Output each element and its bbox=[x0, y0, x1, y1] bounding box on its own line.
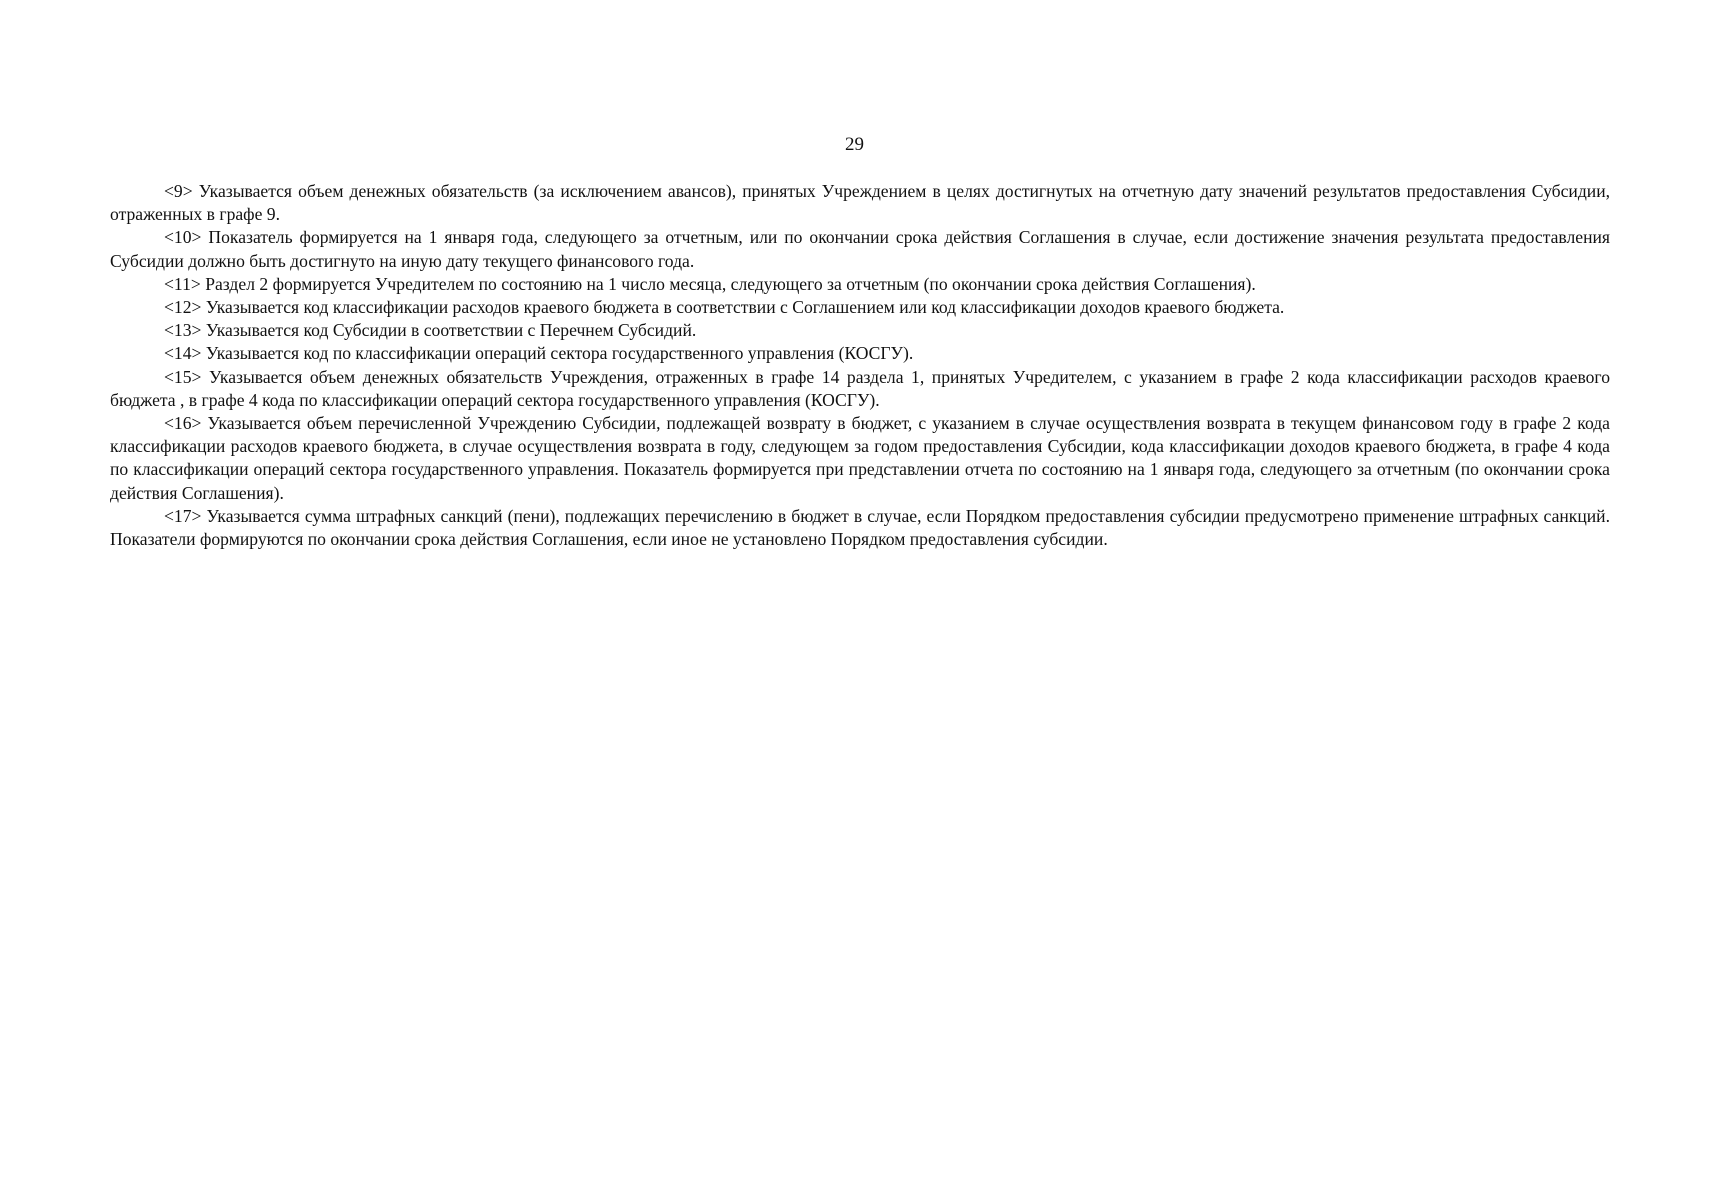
footnote-9 bbox=[110, 180, 1610, 226]
footnote-marker: <17> bbox=[164, 505, 202, 526]
footnote-marker: <10> bbox=[164, 227, 202, 248]
footnote-15 bbox=[110, 366, 1610, 412]
footnote-12 bbox=[110, 296, 1610, 319]
footnote-16 bbox=[110, 412, 1610, 505]
footnote-text: Указывается код Субсидии в соответствии с Перечнем Субсидий. bbox=[205, 320, 697, 341]
footnote-text: Указывается объем перечисленной Учреждению Субсидии, подлежащей возврату в бюджет, с указанием в случае осуществления возврата в текущем финансовом году в графе 2 кода классификации расходов краевого бюджета, в случае осуществления возврата в году, следующем за годом предоставления Субсидии, кода классификации доходов краевого бюджета, в графе 4 кода по классификации операций сектора государственного управления. Показатель формируется при представлении отчета по состоянию на 1 января года, следующего за отчетным (по окончании срока действия Соглашения). bbox=[110, 413, 1610, 503]
footnote-marker: <11> bbox=[164, 273, 201, 294]
footnote-text: Раздел 2 формируется Учредителем по состоянию на 1 число месяца, следующего за отчетным (по окончании срока действия Соглашения). bbox=[205, 273, 1256, 294]
footnote-marker: <16> bbox=[164, 413, 202, 434]
footnote-text: Указывается объем денежных обязательств (за исключением авансов), принятых Учреждением в целях достигнутых на отчетную дату значений результатов предоставления Субсидии, отраженных в графе 9. bbox=[110, 181, 1611, 225]
footnote-marker: <9> bbox=[164, 181, 193, 201]
footnote-text: Показатель формируется на 1 января года, следующего за отчетным, или по окончании срока действия Соглашения в случае, если достижение значения результата предоставления Субсидии должно быть достигнуто на иную дату текущего финансового года. bbox=[110, 227, 1611, 271]
footnote-marker: <15> bbox=[164, 366, 202, 387]
footnote-10 bbox=[110, 226, 1610, 272]
footnote-text: Указывается код классификации расходов краевого бюджета в соответствии с Соглашением или код классификации доходов краевого бюджета. bbox=[205, 297, 1285, 318]
footnote-14 bbox=[110, 342, 1610, 365]
footnote-17 bbox=[110, 505, 1610, 551]
footnote-13 bbox=[110, 319, 1610, 342]
footnotes-list bbox=[110, 180, 1610, 551]
footnote-text: Указывается код по классификации операций сектора государственного управления (КОСГУ). bbox=[205, 343, 914, 364]
footnote-11 bbox=[110, 273, 1610, 296]
footnote-text: Указывается объем денежных обязательств Учреждения, отраженных в графе 14 раздела 1, принятых Учредителем, с указанием в графе 2 кода классификации расходов краевого бюджета , в графе 4 кода по классификации операций сектора государственного управления (КОСГУ). bbox=[110, 366, 1610, 410]
footnote-marker: <14> bbox=[164, 343, 202, 364]
footnote-marker: <12> bbox=[164, 297, 202, 318]
footnote-text: Указывается сумма штрафных санкций (пени), подлежащих перечислению в бюджет в случае, если Порядком предоставления субсидии предусмотрено применение штрафных санкций. Показатели формируются по окончании срока действия Соглашения, если иное не установлено Порядком предоставления субсидии. bbox=[110, 505, 1610, 550]
page-number: 29 bbox=[845, 134, 864, 155]
footnote-marker: <13> bbox=[164, 320, 202, 341]
